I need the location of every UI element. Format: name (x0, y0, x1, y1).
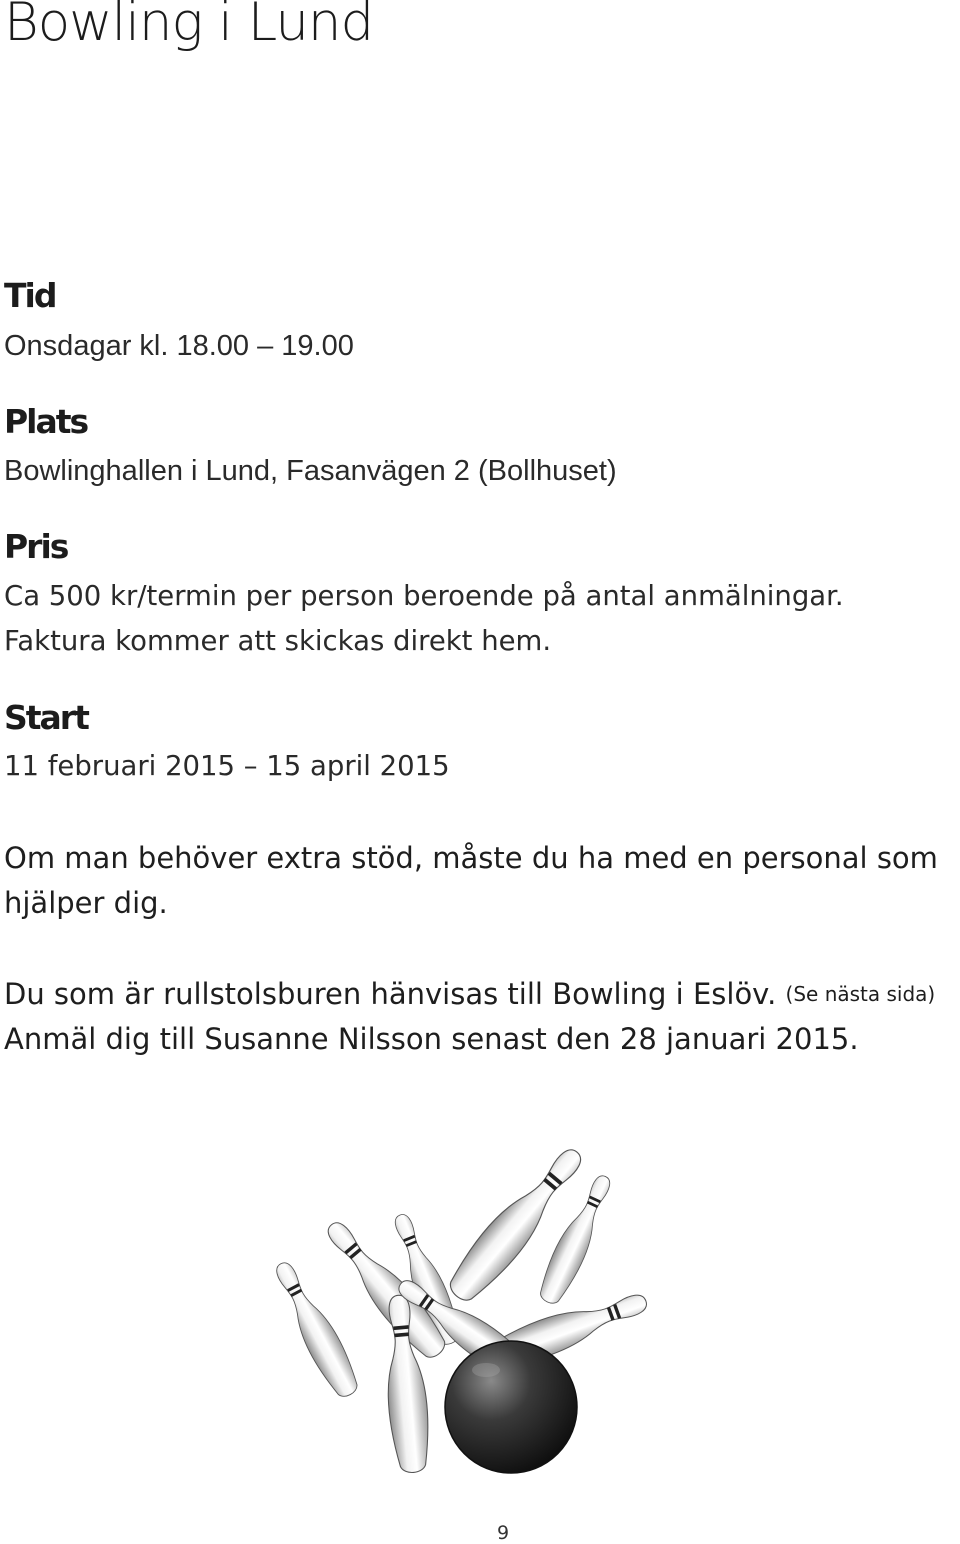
heading-start: Start (4, 698, 88, 737)
heading-pris: Pris (4, 527, 68, 566)
wheelchair-note (4, 977, 935, 1011)
plats-text: Bowlinghallen i Lund, Fasanvägen 2 (Bollhuset) (4, 455, 617, 487)
wheelchair-note-aside: (Se nästa sida) (785, 982, 936, 1006)
bowling-ball (445, 1341, 577, 1473)
page-title: Bowling i Lund (4, 0, 374, 53)
pris-text-line2: Faktura kommer att skickas direkt hem. (4, 625, 552, 657)
heading-tid: Tid (4, 276, 56, 315)
pris-text-line1: Ca 500 kr/termin per person beroende på antal anmälningar. (4, 580, 844, 612)
start-text: 11 februari 2015 – 15 april 2015 (4, 750, 450, 782)
heading-plats: Plats (4, 402, 88, 441)
support-note-line2: hjälper dig. (4, 886, 168, 920)
support-note-line1: Om man behöver extra stöd, måste du ha med en personal som (4, 841, 938, 875)
wheelchair-note-text: Du som är rullstolsburen hänvisas till Bowling i Eslöv. (4, 977, 777, 1011)
bowling-strike-icon (236, 1130, 676, 1480)
tid-text: Onsdagar kl. 18.00 – 19.00 (4, 330, 354, 362)
page-number: 9 (496, 1522, 510, 1544)
registration-note: Anmäl dig till Susanne Nilsson senast den 28 januari 2015. (4, 1022, 859, 1056)
